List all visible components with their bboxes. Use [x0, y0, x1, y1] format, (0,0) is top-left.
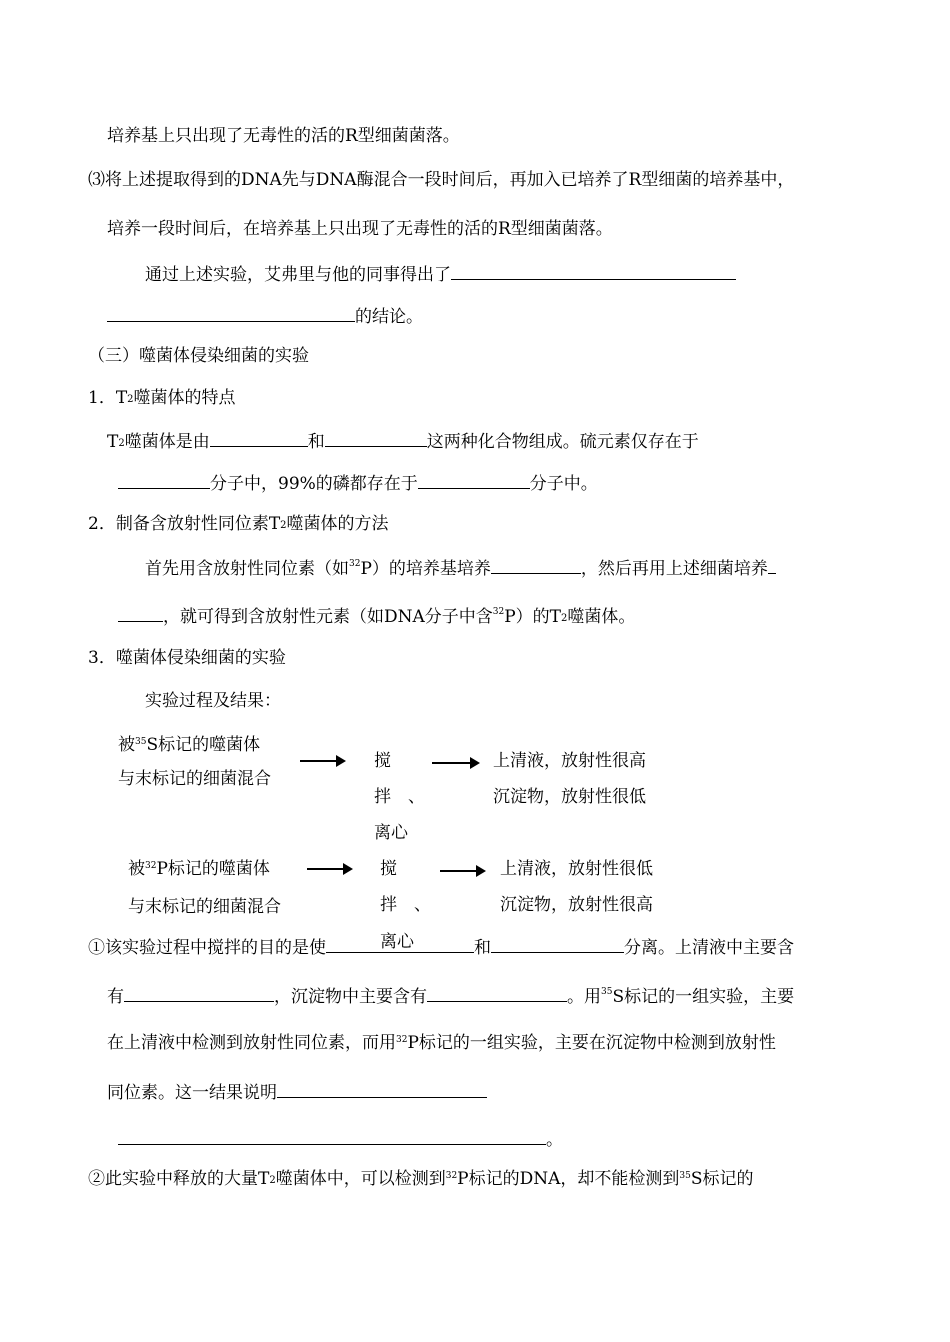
text-fragment: 在上清液中检测到放射性同位素，而用 [107, 1033, 396, 1053]
answer-blank[interactable] [210, 429, 308, 447]
diagram-s-group-label: 与末标记的细菌混合 [118, 769, 271, 789]
answer-blank[interactable] [451, 262, 736, 280]
diagram-result: 上清液，放射性很低 [500, 859, 653, 879]
superscript: 32 [492, 607, 505, 617]
question-line [88, 935, 794, 959]
answer-blank[interactable] [427, 984, 567, 1002]
subscript: 2 [118, 438, 125, 449]
text-fragment: 噬菌体中，可以检测到 [275, 1169, 446, 1189]
text-fragment: P标记的一组实验，主要在沉淀物中检测到放射性 [407, 1033, 776, 1053]
arrow-icon [307, 868, 351, 870]
diagram-p-group-label: 与末标记的细菌混合 [128, 897, 281, 917]
text-fragment: ，就可得到含放射性元素（如DNA分子中含 [163, 607, 493, 627]
subsection-heading: 3．噬菌体侵染细菌的实验 [88, 648, 286, 668]
answer-blank[interactable] [326, 935, 474, 953]
text-fragment: 被 [128, 859, 145, 879]
text-line: 培养基上只出现了无毒性的活的R型细菌菌落。 [107, 126, 460, 146]
text-fragment: 2．制备含放射性同位素T [88, 514, 281, 534]
answer-blank[interactable] [418, 471, 530, 489]
text-fragment: 首先用含放射性同位素（如 [145, 559, 349, 579]
text-fragment: P标记的DNA，却不能检测到 [457, 1169, 680, 1189]
diagram-step: 拌 、 [374, 787, 425, 807]
text-line: 培养一段时间后，在培养基上只出现了无毒性的活的R型细菌菌落。 [107, 219, 613, 239]
text-fragment: 。用 [567, 987, 601, 1007]
arrow-icon [432, 762, 478, 764]
superscript: 35 [135, 737, 147, 747]
text-fragment: 。 [546, 1130, 563, 1150]
answer-blank[interactable] [118, 1127, 546, 1145]
text-fragment: ，沉淀物中主要含有 [274, 987, 427, 1007]
text-fragment: S标记的一组实验，主要 [612, 987, 795, 1007]
question-line [107, 1080, 487, 1104]
text-fragment: P）的培养基培养 [360, 559, 491, 579]
subscript: 2 [561, 613, 568, 624]
diagram-step: 拌 、 [380, 895, 431, 915]
answer-blank[interactable] [491, 935, 624, 953]
text-fragment: S标记的噬菌体 [146, 735, 261, 755]
question-line [118, 1127, 563, 1151]
text-fragment: 分子中。 [529, 474, 598, 494]
text-fragment: 的结论。 [355, 307, 423, 327]
subscript: 2 [127, 394, 134, 405]
text-line: ⑶将上述提取得到的DNA先与DNA酶混合一段时间后，再加入已培养了R型细菌的培养基中， [88, 170, 795, 190]
text-line [118, 471, 598, 495]
diagram-step: 离心 [374, 823, 408, 843]
text-fragment: 被 [118, 735, 135, 755]
text-fragment: ，然后再用上述细菌培养 [580, 559, 768, 579]
text-fragment: ①该实验过程中搅拌的目的是使 [88, 938, 326, 958]
text-fragment: T [107, 432, 119, 452]
answer-blank[interactable] [491, 556, 581, 574]
subscript: 2 [269, 1175, 276, 1186]
diagram-result: 沉淀物，放射性很高 [500, 895, 653, 915]
diagram-result: 沉淀物，放射性很低 [493, 787, 646, 807]
text-fragment: P标记的噬菌体 [156, 859, 270, 879]
answer-blank[interactable] [107, 304, 355, 322]
answer-blank[interactable] [325, 429, 427, 447]
arrow-icon [300, 760, 344, 762]
answer-blank[interactable] [118, 471, 210, 489]
text-fragment: 通过上述实验，艾弗里与他的同事得出了 [145, 265, 451, 285]
diagram-step: 搅 [380, 859, 397, 879]
text-fragment: ②此实验中释放的大量T [88, 1169, 270, 1189]
text-line: 实验过程及结果： [145, 691, 281, 711]
text-line [145, 556, 776, 580]
diagram-s-group-label [118, 734, 260, 756]
diagram-step: 离心 [380, 932, 414, 952]
text-fragment: 噬菌体。 [567, 607, 636, 627]
text-fragment: 和 [474, 938, 491, 958]
superscript: 32 [396, 1035, 408, 1045]
answer-blank[interactable] [277, 1080, 487, 1098]
text-fragment: 分离。上清液中主要含 [624, 938, 794, 958]
answer-blank[interactable] [768, 556, 776, 574]
text-line [107, 429, 699, 453]
question-line [107, 1032, 776, 1054]
question-line [88, 1168, 754, 1190]
superscript: 35 [679, 1171, 691, 1181]
text-line [118, 604, 635, 628]
superscript: 32 [445, 1171, 458, 1181]
superscript: 35 [601, 987, 613, 997]
answer-blank[interactable] [124, 984, 274, 1002]
superscript: 32 [145, 861, 157, 871]
subsection-heading [88, 387, 236, 409]
text-line [107, 304, 423, 328]
text-fragment: 分子中，99%的磷都存在于 [210, 474, 418, 494]
superscript: 32 [349, 559, 361, 569]
subscript: 2 [280, 520, 287, 531]
text-fragment: 噬菌体的方法 [286, 514, 389, 534]
text-fragment: 噬菌体的特点 [133, 388, 236, 408]
text-fragment: 同位素。这一结果说明 [107, 1083, 277, 1103]
text-fragment: 和 [307, 432, 325, 452]
text-fragment: P）的T [504, 607, 562, 627]
diagram-result: 上清液，放射性很高 [493, 751, 646, 771]
answer-blank[interactable] [118, 604, 163, 622]
section-heading: （三）噬菌体侵染细菌的实验 [88, 346, 309, 366]
text-line [145, 262, 736, 286]
text-fragment: 1．T [88, 388, 128, 408]
subsection-heading [88, 513, 389, 535]
question-line [107, 984, 794, 1008]
text-fragment: 这两种化合物组成。硫元素仅存在于 [426, 432, 699, 452]
arrow-icon [440, 870, 484, 872]
text-fragment: 有 [107, 987, 124, 1007]
text-fragment: S标记的 [690, 1169, 754, 1189]
diagram-step: 搅 [374, 751, 391, 771]
text-fragment: 噬菌体是由 [124, 432, 210, 452]
diagram-p-group-label [128, 858, 270, 880]
